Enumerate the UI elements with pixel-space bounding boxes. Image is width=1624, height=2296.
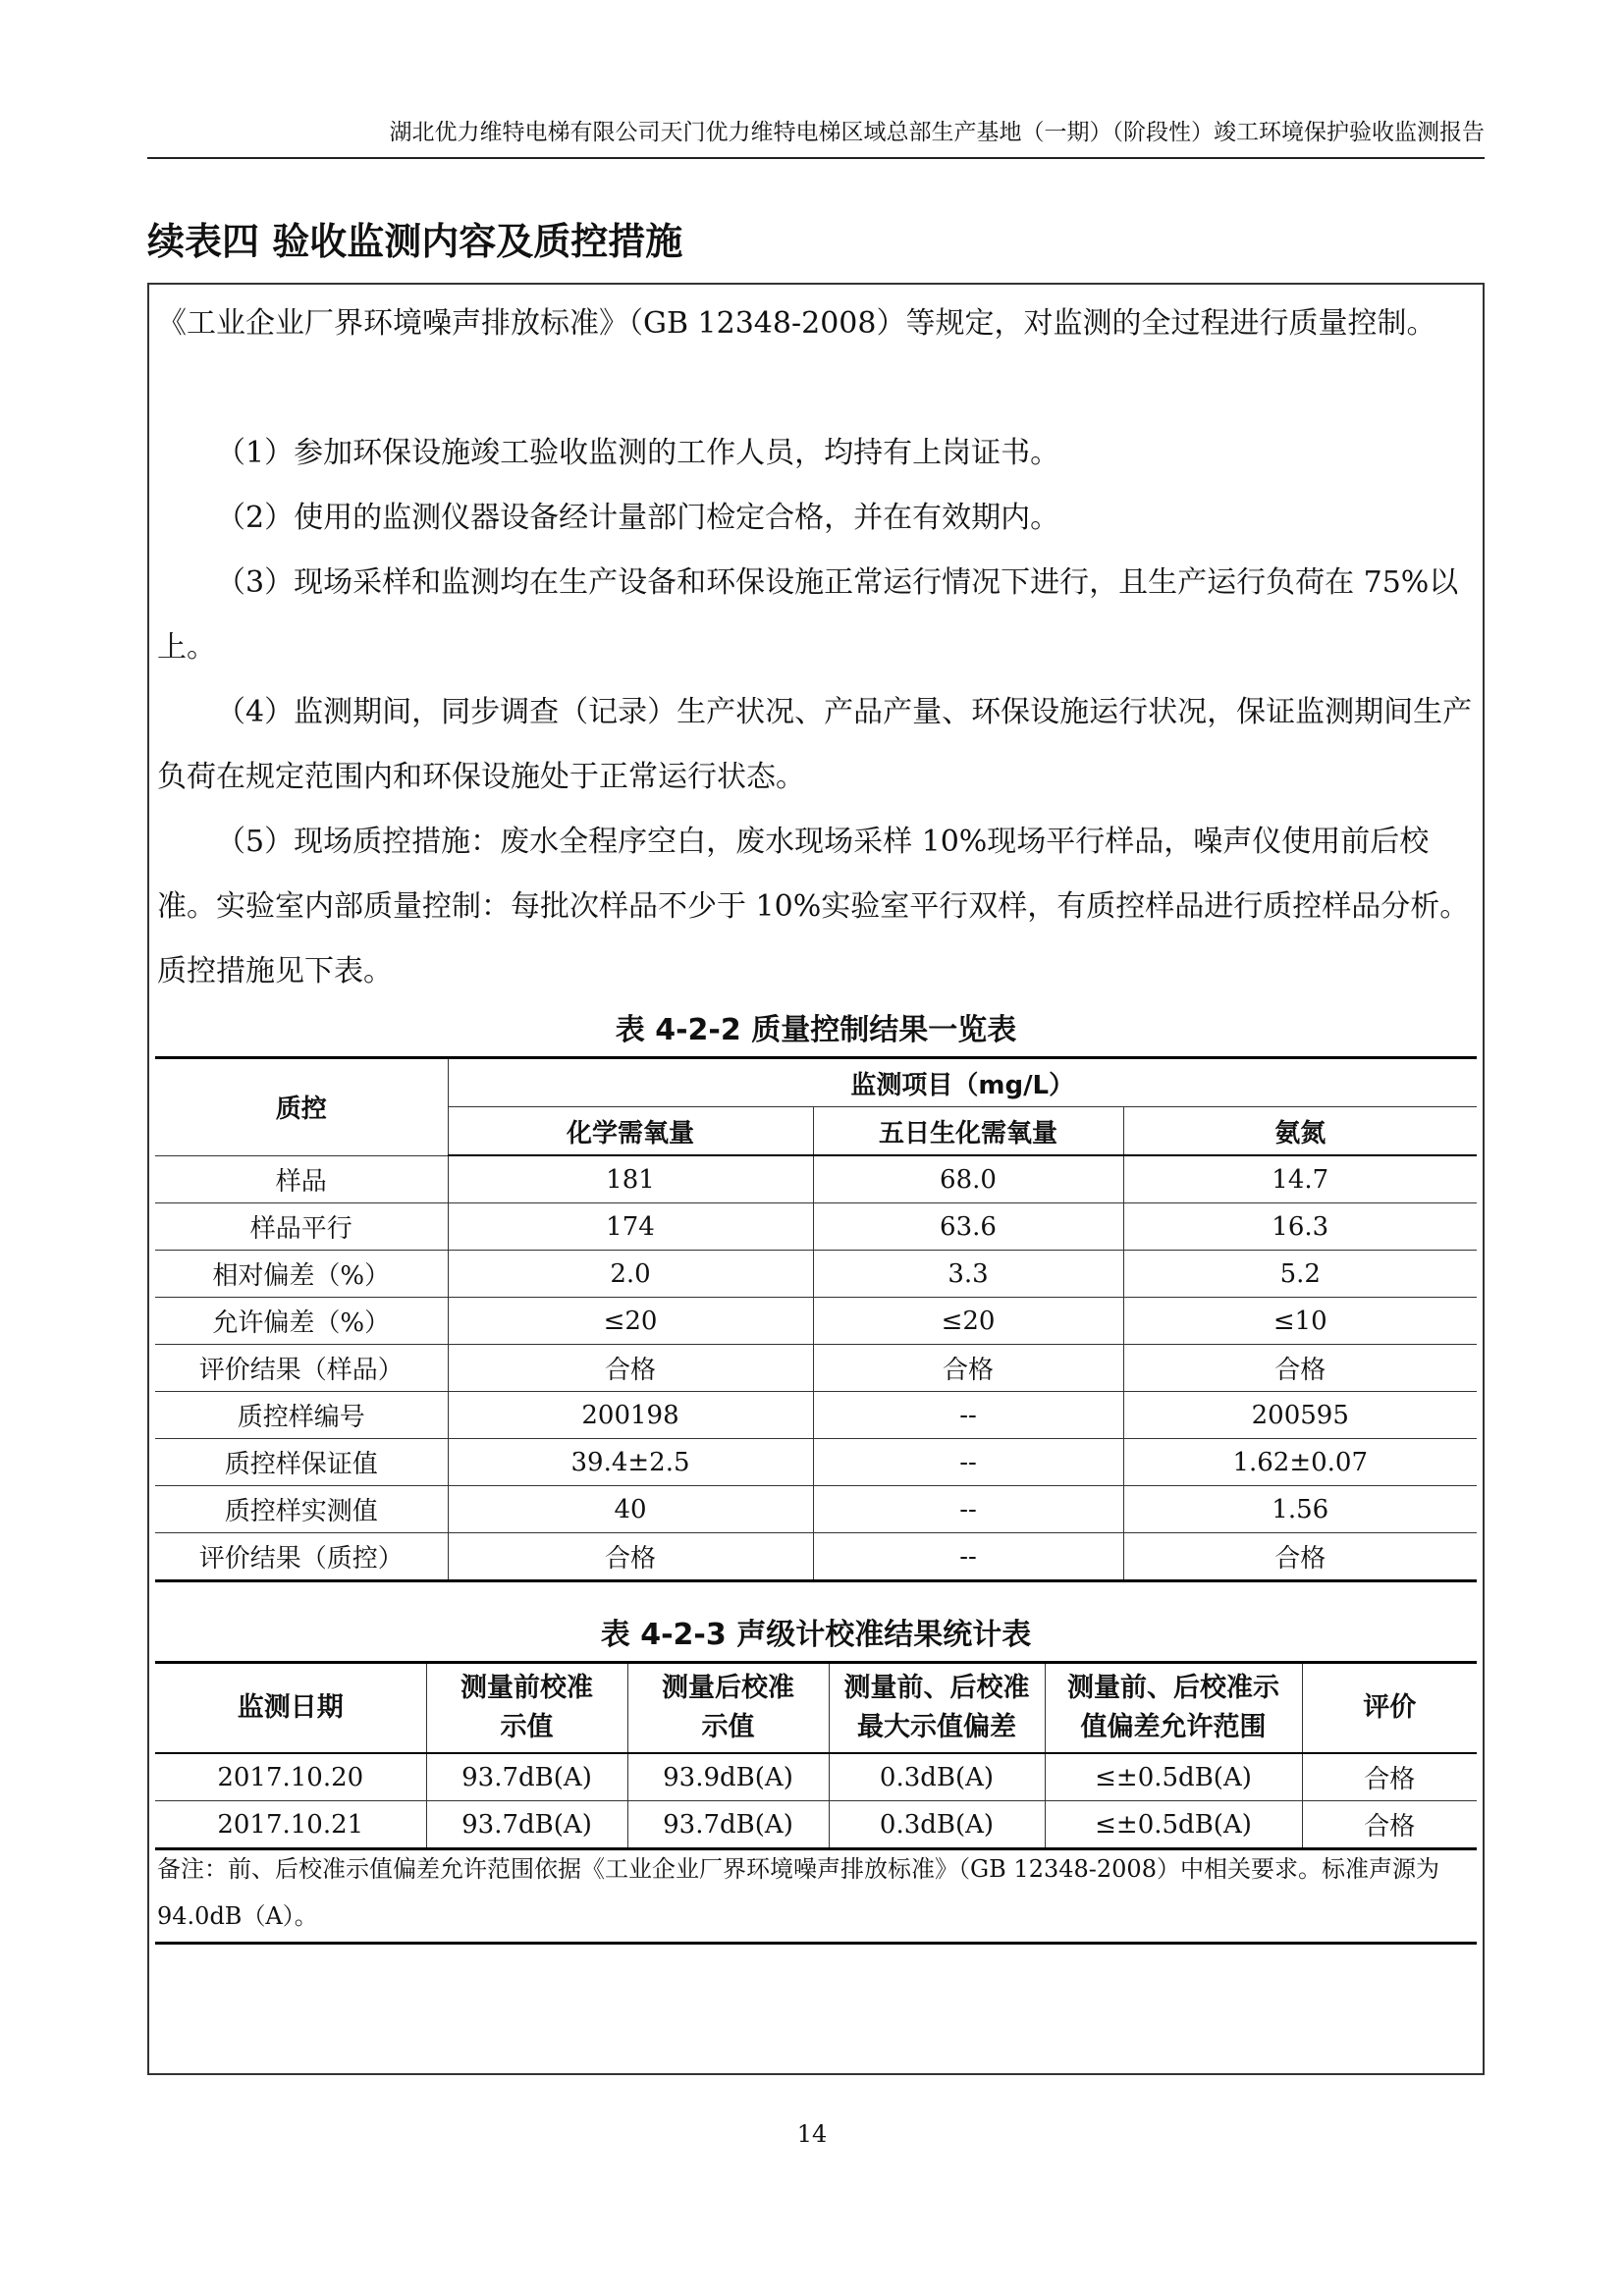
cell-value: ≤10 [1123,1298,1477,1345]
paragraph-item-2: （2）使用的监测仪器设备经计量部门检定合格，并在有效期内。 [216,501,1060,535]
cell-value: 68.0 [813,1155,1123,1203]
cell-value: 40 [448,1486,813,1533]
qc-table-title: 表 4-2-2 质量控制结果一览表 [615,1013,1017,1047]
cell-value: -- [813,1439,1123,1486]
header-max-deviation: 测量前、后校准 最大示值偏差 [829,1663,1045,1754]
cell-value: 合格 [448,1533,813,1581]
cell-value: 合格 [1123,1345,1477,1392]
table-note: 备注：前、后校准示值偏差允许范围依据《工业企业厂界环境噪声排放标准》（GB 12348-2008）中相关要求。标准声源为 94.0dB（A）。 [157,1855,1439,1930]
paragraph-item-3: （3）现场采样和监测均在生产设备和环保设施正常运行情况下进行，且生产运行负荷在 75%以上。 [157,565,1459,665]
header-allowed-range: 测量前、后校准示 值偏差允许范围 [1045,1663,1302,1754]
header-monitoring-items: 监测项目（mg/L） [448,1058,1477,1107]
row-label: 质控样保证值 [155,1439,448,1486]
row-label: 样品平行 [155,1203,448,1251]
quality-control-table [155,1056,1477,1582]
cell-value: 合格 [1123,1533,1477,1581]
header-ammonia-nitrogen: 氨氮 [1123,1107,1477,1156]
cell-value: 63.6 [813,1203,1123,1251]
row-label: 样品 [155,1155,448,1203]
cell-value: -- [813,1486,1123,1533]
cell-value: 2017.10.21 [155,1801,426,1849]
cell-value: 93.7dB(A) [426,1801,627,1849]
page-header [147,118,1485,159]
cell-value: ≤20 [448,1298,813,1345]
header-evaluation: 评价 [1302,1663,1477,1754]
cell-value: 93.9dB(A) [627,1753,829,1801]
cell-value: 合格 [448,1345,813,1392]
cell-value: 16.3 [1123,1203,1477,1251]
header-cod: 化学需氧量 [448,1107,813,1156]
table-row [155,1801,1477,1849]
cell-value: 3.3 [813,1251,1123,1298]
cell-value: 5.2 [1123,1251,1477,1298]
section-title: 续表四 验收监测内容及质控措施 [147,220,683,263]
cell-value: ≤±0.5dB(A) [1045,1801,1302,1849]
cell-value: 181 [448,1155,813,1203]
table-row [155,1392,1477,1439]
cell-value: 0.3dB(A) [829,1753,1045,1801]
cell-value: 合格 [1302,1753,1477,1801]
table-row [155,1753,1477,1801]
calibration-table-title: 表 4-2-3 声级计校准结果统计表 [600,1618,1032,1652]
header-post-calibration: 测量后校准 示值 [627,1663,829,1754]
cell-value: 39.4±2.5 [448,1439,813,1486]
cell-value: 93.7dB(A) [627,1801,829,1849]
row-label: 质控样编号 [155,1392,448,1439]
row-label: 相对偏差（%） [155,1251,448,1298]
cell-value: 1.56 [1123,1486,1477,1533]
cell-value: 93.7dB(A) [426,1753,627,1801]
cell-value: 2.0 [448,1251,813,1298]
table-row [155,1298,1477,1345]
row-label: 评价结果（样品） [155,1345,448,1392]
cell-value: 合格 [813,1345,1123,1392]
paragraph-item-1: （1）参加环保设施竣工验收监测的工作人员，均持有上岗证书。 [216,436,1060,470]
cell-value: ≤±0.5dB(A) [1045,1753,1302,1801]
cell-value: 200595 [1123,1392,1477,1439]
cell-value: 1.62±0.07 [1123,1439,1477,1486]
cell-value: 200198 [448,1392,813,1439]
cell-value: 2017.10.20 [155,1753,426,1801]
header-pre-calibration: 测量前校准 示值 [426,1663,627,1754]
header-qc: 质控 [155,1058,448,1156]
table-row [155,1251,1477,1298]
table-row [155,1486,1477,1533]
table-row [155,1155,1477,1203]
page-number: 14 [796,2120,828,2148]
cell-value: 0.3dB(A) [829,1801,1045,1849]
cell-value: 合格 [1302,1801,1477,1849]
paragraph-item-5: （5）现场质控措施：废水全程序空白，废水现场采样 10%现场平行样品，噪声仪使用前后校准。实验室内部质量控制：每批次样品不少于 10%实验室平行双样，有质控样品进行质控样品分析。质控措施见下表。 [157,825,1470,988]
cell-value: ≤20 [813,1298,1123,1345]
cell-value: 14.7 [1123,1155,1477,1203]
report-title: 湖北优力维特电梯有限公司天门优力维特电梯区域总部生产基地（一期）（阶段性）竣工环境保护验收监测报告 [389,120,1485,145]
header-bod5: 五日生化需氧量 [813,1107,1123,1156]
table-row [155,1533,1477,1581]
cell-value: -- [813,1392,1123,1439]
note-divider [155,1942,1477,1945]
paragraph-item-4: （4）监测期间，同步调查（记录）生产状况、产品产量、环保设施运行状况，保证监测期间生产负荷在规定范围内和环保设施处于正常运行状态。 [157,695,1473,794]
paragraph-intro: 《工业企业厂界环境噪声排放标准》（GB 12348-2008）等规定，对监测的全过程进行质量控制。 [157,306,1436,341]
table-row [155,1345,1477,1392]
header-monitoring-date: 监测日期 [155,1663,426,1754]
cell-value: 174 [448,1203,813,1251]
row-label: 允许偏差（%） [155,1298,448,1345]
calibration-table [155,1661,1477,1850]
cell-value: -- [813,1533,1123,1581]
row-label: 评价结果（质控） [155,1533,448,1581]
table-row [155,1203,1477,1251]
table-row [155,1439,1477,1486]
row-label: 质控样实测值 [155,1486,448,1533]
